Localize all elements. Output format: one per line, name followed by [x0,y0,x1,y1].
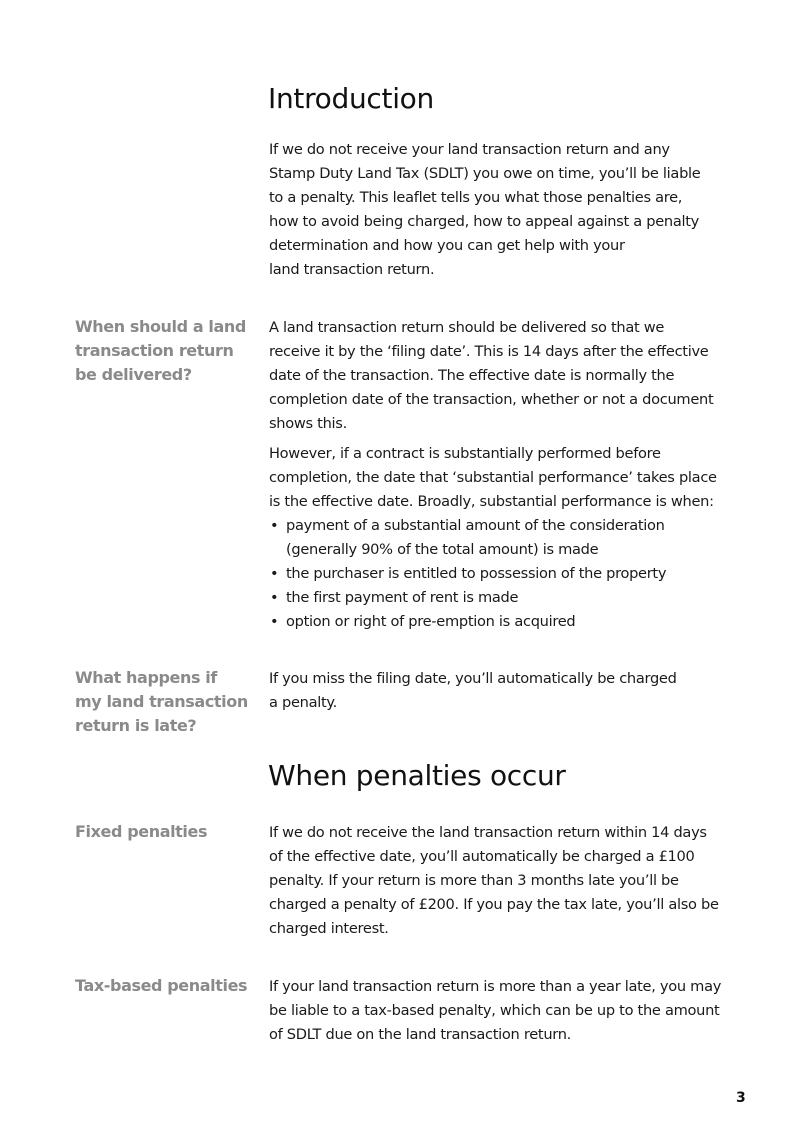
text-line: of the effective date, you’ll automatically be charged a £100 [269,848,695,865]
substantial-performance-list [269,514,739,634]
text-line: If we do not receive the land transaction return within 14 days [269,824,707,841]
side-heading-line: be delivered? [75,365,192,384]
side-heading-return-late [75,666,253,738]
text-line: land transaction return. [269,261,435,278]
side-heading-line: return is late? [75,716,197,735]
text-line: be liable to a tax-based penalty, which can be up to the amount [269,1002,720,1019]
text-line: completion, the date that ‘substantial performance’ takes place [269,469,717,486]
list-item [269,562,739,586]
list-item-line: • the purchaser is entitled to possession of the property [286,565,667,582]
side-heading-when-delivered [75,315,253,387]
text-line: A land transaction return should be delivered so that we [269,319,665,336]
list-item-line: • payment of a substantial amount of the consideration [286,517,665,534]
page-number: 3 [736,1090,746,1106]
text-line: penalty. If your return is more than 3 months late you’ll be [269,872,679,889]
tax-based-penalties-text [269,975,739,1047]
text-line: If your land transaction return is more than a year late, you may [269,978,722,995]
text-line: receive it by the ‘filing date’. This is 14 days after the effective [269,343,709,360]
side-heading-tax-based-penalties: Tax-based penalties [75,976,248,995]
text-line: If you miss the filing date, you’ll automatically be charged [269,670,677,687]
introduction-heading: Introduction [268,82,434,115]
fixed-penalties-text [269,821,739,941]
text-line: date of the transaction. The effective date is normally the [269,367,675,384]
text-line: of SDLT due on the land transaction return. [269,1026,572,1043]
penalties-heading: When penalties occur [268,759,566,792]
list-item [269,514,739,562]
side-heading-line: my land transaction [75,692,248,711]
side-heading-fixed-penalties: Fixed penalties [75,822,208,841]
list-item [269,610,739,634]
when-delivered-text [269,316,739,634]
text-line: to a penalty. This leaflet tells you what those penalties are, [269,189,683,206]
side-heading-line: What happens if [75,668,217,687]
text-line: how to avoid being charged, how to appeal against a penalty [269,213,699,230]
text-line: shows this. [269,415,347,432]
text-line: charged a penalty of £200. If you pay the tax late, you’ll also be [269,896,719,913]
introduction-text [269,138,739,282]
side-heading-line: transaction return [75,341,234,360]
return-late-text [269,667,739,715]
text-line: charged interest. [269,920,389,937]
list-item-line: (generally 90% of the total amount) is made [286,541,599,558]
list-item [269,586,739,610]
text-line: is the effective date. Broadly, substantial performance is when: [269,493,714,510]
text-line: However, if a contract is substantially performed before [269,445,661,462]
text-line: Stamp Duty Land Tax (SDLT) you owe on time, you’ll be liable [269,165,701,182]
side-heading-line: When should a land [75,317,246,336]
text-line: If we do not receive your land transaction return and any [269,141,670,158]
text-line: a penalty. [269,694,337,711]
text-line: determination and how you can get help with your [269,237,625,254]
list-item-line: • the first payment of rent is made [286,589,519,606]
text-line: completion date of the transaction, whether or not a document [269,391,714,408]
list-item-line: • option or right of pre-emption is acquired [286,613,576,630]
